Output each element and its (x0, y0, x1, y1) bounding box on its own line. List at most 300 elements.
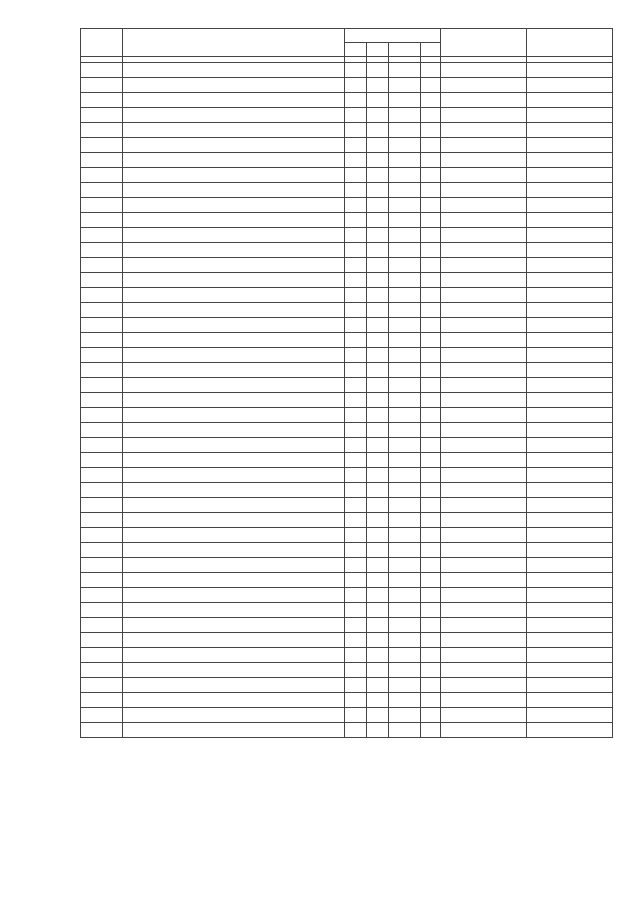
cell-y2016 (441, 93, 527, 108)
cell-target (389, 108, 421, 123)
cell-y2016 (441, 393, 527, 408)
table-row (81, 213, 613, 228)
cell-vid (421, 438, 441, 453)
cell-razdel (367, 183, 389, 198)
cell-grbs (345, 663, 367, 678)
cell-y2017 (527, 453, 613, 468)
cell-target (389, 153, 421, 168)
cell-y2016 (441, 153, 527, 168)
cell-y2017 (527, 618, 613, 633)
cell-name (123, 228, 345, 243)
cell-y2017 (527, 498, 613, 513)
table-row (81, 153, 613, 168)
cell-grbs (345, 258, 367, 273)
table-row (81, 633, 613, 648)
cell-num (81, 273, 123, 288)
cell-grbs (345, 573, 367, 588)
cell-y2016 (441, 513, 527, 528)
cell-target (389, 423, 421, 438)
cell-target (389, 693, 421, 708)
cell-num (81, 543, 123, 558)
cell-y2017 (527, 153, 613, 168)
cell-y2017 (527, 543, 613, 558)
cell-num (81, 243, 123, 258)
cell-vid (421, 318, 441, 333)
table-row (81, 243, 613, 258)
cell-target (389, 363, 421, 378)
cell-name (123, 633, 345, 648)
cell-target (389, 168, 421, 183)
cell-name (123, 168, 345, 183)
cell-razdel (367, 333, 389, 348)
cell-y2017 (527, 468, 613, 483)
cell-razdel (367, 348, 389, 363)
cell-razdel (367, 258, 389, 273)
cell-grbs (345, 498, 367, 513)
cell-razdel (367, 678, 389, 693)
cell-y2017 (527, 123, 613, 138)
table-row (81, 273, 613, 288)
cell-grbs (345, 618, 367, 633)
cell-name (123, 453, 345, 468)
cell-vid (421, 138, 441, 153)
cell-num (81, 513, 123, 528)
cell-razdel (367, 438, 389, 453)
cell-y2016 (441, 213, 527, 228)
cell-target (389, 273, 421, 288)
cell-vid (421, 558, 441, 573)
cell-vid (421, 678, 441, 693)
cell-y2017 (527, 258, 613, 273)
cell-num (81, 663, 123, 678)
cell-y2016 (441, 318, 527, 333)
cell-grbs (345, 108, 367, 123)
cell-razdel (367, 138, 389, 153)
cell-razdel (367, 273, 389, 288)
cell-y2016 (441, 363, 527, 378)
cell-target (389, 78, 421, 93)
cell-y2016 (441, 243, 527, 258)
cell-y2016 (441, 138, 527, 153)
cell-razdel (367, 648, 389, 663)
cell-name (123, 678, 345, 693)
table-row (81, 288, 613, 303)
cell-y2017 (527, 408, 613, 423)
table-row (81, 678, 613, 693)
cell-grbs (345, 438, 367, 453)
cell-num (81, 603, 123, 618)
cell-vid (421, 78, 441, 93)
cell-y2016 (441, 678, 527, 693)
cell-num (81, 78, 123, 93)
cell-grbs (345, 588, 367, 603)
table-row (81, 693, 613, 708)
cell-razdel (367, 93, 389, 108)
table-row (81, 513, 613, 528)
cell-name (123, 663, 345, 678)
cell-name (123, 198, 345, 213)
header-target (389, 43, 421, 57)
cell-num (81, 438, 123, 453)
table-row (81, 468, 613, 483)
cell-grbs (345, 348, 367, 363)
cell-grbs (345, 558, 367, 573)
table-row (81, 123, 613, 138)
cell-grbs (345, 603, 367, 618)
cell-target (389, 318, 421, 333)
cell-target (389, 243, 421, 258)
cell-num (81, 468, 123, 483)
table-row (81, 183, 613, 198)
cell-y2016 (441, 423, 527, 438)
cell-num (81, 303, 123, 318)
cell-num (81, 318, 123, 333)
cell-name (123, 333, 345, 348)
cell-vid (421, 198, 441, 213)
cell-razdel (367, 498, 389, 513)
cell-y2017 (527, 438, 613, 453)
cell-num (81, 648, 123, 663)
cell-target (389, 288, 421, 303)
cell-vid (421, 183, 441, 198)
cell-num (81, 333, 123, 348)
cell-num (81, 693, 123, 708)
cell-name (123, 723, 345, 738)
cell-razdel (367, 108, 389, 123)
cell-y2017 (527, 93, 613, 108)
cell-vid (421, 468, 441, 483)
cell-vid (421, 333, 441, 348)
cell-y2016 (441, 543, 527, 558)
cell-name (123, 483, 345, 498)
cell-num (81, 588, 123, 603)
cell-target (389, 513, 421, 528)
cell-y2017 (527, 378, 613, 393)
cell-vid (421, 153, 441, 168)
cell-y2016 (441, 303, 527, 318)
cell-y2016 (441, 378, 527, 393)
cell-vid (421, 408, 441, 423)
table-row (81, 528, 613, 543)
cell-razdel (367, 288, 389, 303)
cell-name (123, 363, 345, 378)
cell-vid (421, 663, 441, 678)
cell-vid (421, 228, 441, 243)
cell-y2017 (527, 273, 613, 288)
cell-name (123, 693, 345, 708)
cell-y2016 (441, 693, 527, 708)
cell-grbs (345, 693, 367, 708)
cell-num (81, 678, 123, 693)
cell-y2017 (527, 198, 613, 213)
cell-y2017 (527, 633, 613, 648)
cell-razdel (367, 363, 389, 378)
cell-razdel (367, 303, 389, 318)
header-2017 (527, 29, 613, 57)
cell-y2017 (527, 393, 613, 408)
cell-name (123, 393, 345, 408)
cell-target (389, 348, 421, 363)
cell-name (123, 468, 345, 483)
table-row (81, 618, 613, 633)
cell-num (81, 558, 123, 573)
table-row (81, 138, 613, 153)
cell-vid (421, 63, 441, 78)
cell-name (123, 348, 345, 363)
cell-y2017 (527, 603, 613, 618)
cell-target (389, 438, 421, 453)
table-row (81, 453, 613, 468)
cell-razdel (367, 603, 389, 618)
cell-y2017 (527, 303, 613, 318)
cell-y2016 (441, 108, 527, 123)
cell-target (389, 468, 421, 483)
cell-vid (421, 573, 441, 588)
cell-vid (421, 513, 441, 528)
cell-razdel (367, 318, 389, 333)
cell-razdel (367, 543, 389, 558)
cell-target (389, 618, 421, 633)
cell-y2017 (527, 483, 613, 498)
cell-y2017 (527, 243, 613, 258)
table-row (81, 603, 613, 618)
cell-vid (421, 108, 441, 123)
cell-vid (421, 453, 441, 468)
cell-name (123, 303, 345, 318)
cell-y2017 (527, 168, 613, 183)
cell-grbs (345, 183, 367, 198)
cell-name (123, 588, 345, 603)
cell-y2016 (441, 603, 527, 618)
cell-y2016 (441, 498, 527, 513)
table-row (81, 573, 613, 588)
table-body (81, 63, 613, 738)
cell-num (81, 708, 123, 723)
cell-y2017 (527, 513, 613, 528)
cell-razdel (367, 468, 389, 483)
cell-vid (421, 378, 441, 393)
cell-num (81, 108, 123, 123)
cell-grbs (345, 378, 367, 393)
table-row (81, 558, 613, 573)
cell-y2017 (527, 348, 613, 363)
cell-y2016 (441, 588, 527, 603)
cell-num (81, 168, 123, 183)
table-row (81, 483, 613, 498)
cell-grbs (345, 138, 367, 153)
cell-num (81, 213, 123, 228)
cell-grbs (345, 198, 367, 213)
cell-name (123, 93, 345, 108)
table-row (81, 588, 613, 603)
table-row (81, 318, 613, 333)
cell-target (389, 93, 421, 108)
cell-grbs (345, 708, 367, 723)
cell-grbs (345, 153, 367, 168)
cell-y2017 (527, 528, 613, 543)
cell-target (389, 183, 421, 198)
cell-vid (421, 243, 441, 258)
cell-vid (421, 93, 441, 108)
cell-vid (421, 423, 441, 438)
cell-name (123, 708, 345, 723)
table-row (81, 228, 613, 243)
cell-target (389, 378, 421, 393)
cell-target (389, 678, 421, 693)
cell-grbs (345, 303, 367, 318)
cell-name (123, 138, 345, 153)
cell-razdel (367, 243, 389, 258)
cell-y2016 (441, 78, 527, 93)
cell-target (389, 228, 421, 243)
cell-grbs (345, 633, 367, 648)
cell-grbs (345, 393, 367, 408)
cell-y2017 (527, 363, 613, 378)
cell-num (81, 453, 123, 468)
cell-num (81, 633, 123, 648)
cell-name (123, 438, 345, 453)
cell-razdel (367, 213, 389, 228)
table-row (81, 363, 613, 378)
cell-y2016 (441, 408, 527, 423)
cell-y2016 (441, 633, 527, 648)
cell-grbs (345, 408, 367, 423)
cell-num (81, 618, 123, 633)
cell-num (81, 348, 123, 363)
cell-razdel (367, 618, 389, 633)
table-row (81, 648, 613, 663)
cell-grbs (345, 483, 367, 498)
cell-grbs (345, 78, 367, 93)
table-row (81, 393, 613, 408)
cell-grbs (345, 213, 367, 228)
cell-grbs (345, 513, 367, 528)
cell-y2016 (441, 648, 527, 663)
cell-grbs (345, 273, 367, 288)
cell-y2017 (527, 78, 613, 93)
cell-target (389, 393, 421, 408)
cell-num (81, 408, 123, 423)
table-row (81, 498, 613, 513)
cell-name (123, 423, 345, 438)
cell-grbs (345, 543, 367, 558)
cell-vid (421, 543, 441, 558)
cell-vid (421, 348, 441, 363)
cell-target (389, 258, 421, 273)
cell-name (123, 183, 345, 198)
table-row (81, 63, 613, 78)
cell-target (389, 63, 421, 78)
cell-razdel (367, 558, 389, 573)
cell-target (389, 633, 421, 648)
cell-target (389, 138, 421, 153)
cell-vid (421, 588, 441, 603)
cell-y2016 (441, 618, 527, 633)
cell-grbs (345, 423, 367, 438)
cell-y2016 (441, 348, 527, 363)
cell-name (123, 258, 345, 273)
cell-y2017 (527, 588, 613, 603)
table-row (81, 108, 613, 123)
cell-vid (421, 483, 441, 498)
cell-num (81, 423, 123, 438)
table-row (81, 303, 613, 318)
cell-y2016 (441, 663, 527, 678)
cell-vid (421, 528, 441, 543)
table-row (81, 258, 613, 273)
cell-name (123, 498, 345, 513)
cell-y2017 (527, 648, 613, 663)
cell-razdel (367, 573, 389, 588)
cell-y2016 (441, 528, 527, 543)
cell-razdel (367, 588, 389, 603)
cell-y2016 (441, 123, 527, 138)
cell-target (389, 498, 421, 513)
cell-y2017 (527, 228, 613, 243)
table-row (81, 663, 613, 678)
table-row (81, 408, 613, 423)
cell-vid (421, 288, 441, 303)
cell-razdel (367, 693, 389, 708)
cell-grbs (345, 468, 367, 483)
cell-y2016 (441, 453, 527, 468)
cell-y2017 (527, 213, 613, 228)
cell-y2016 (441, 708, 527, 723)
cell-vid (421, 303, 441, 318)
table-row (81, 348, 613, 363)
cell-grbs (345, 648, 367, 663)
table-row (81, 198, 613, 213)
cell-num (81, 138, 123, 153)
cell-y2016 (441, 288, 527, 303)
cell-target (389, 453, 421, 468)
cell-num (81, 288, 123, 303)
cell-razdel (367, 78, 389, 93)
cell-razdel (367, 198, 389, 213)
cell-name (123, 618, 345, 633)
cell-y2017 (527, 333, 613, 348)
cell-name (123, 513, 345, 528)
cell-num (81, 393, 123, 408)
table-header (81, 29, 613, 63)
budget-table (80, 28, 613, 738)
cell-y2017 (527, 63, 613, 78)
cell-target (389, 573, 421, 588)
cell-target (389, 483, 421, 498)
cell-y2016 (441, 558, 527, 573)
cell-y2016 (441, 483, 527, 498)
cell-razdel (367, 528, 389, 543)
cell-razdel (367, 63, 389, 78)
cell-vid (421, 168, 441, 183)
cell-num (81, 183, 123, 198)
table-row (81, 333, 613, 348)
header-razdel (367, 43, 389, 57)
cell-vid (421, 693, 441, 708)
header-name (123, 29, 345, 57)
cell-y2017 (527, 723, 613, 738)
cell-grbs (345, 288, 367, 303)
cell-razdel (367, 123, 389, 138)
cell-target (389, 708, 421, 723)
cell-name (123, 63, 345, 78)
header-grbs (345, 43, 367, 57)
cell-num (81, 123, 123, 138)
cell-name (123, 78, 345, 93)
cell-razdel (367, 153, 389, 168)
cell-name (123, 153, 345, 168)
header-codes (345, 29, 441, 43)
